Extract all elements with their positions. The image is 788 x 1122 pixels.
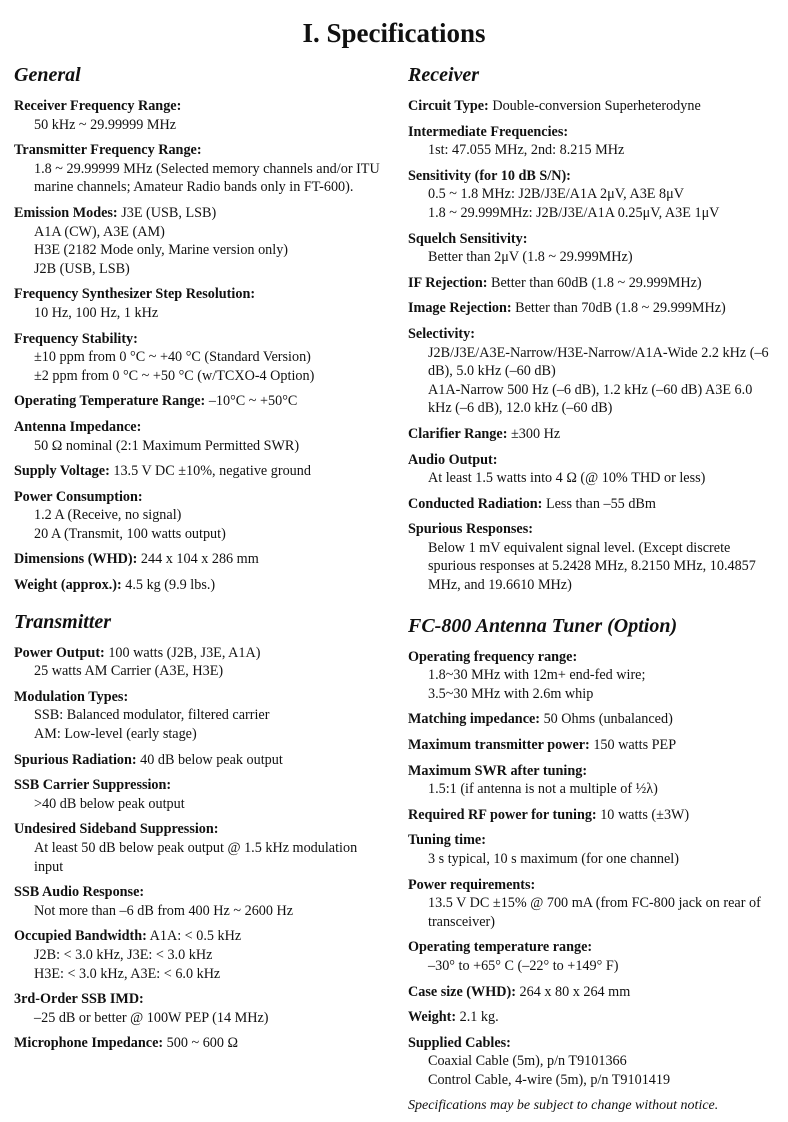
spec-detail-line: 20 A (Transmit, 100 watts output): [34, 525, 226, 542]
spec-first-line: [408, 648, 776, 667]
spec-detail-line: J2B/J3E/A3E-Narrow/H3E-Narrow/A1A-Wide 2.2 kHz (–6 dB), 5.0 kHz (–60 dB): [428, 344, 769, 380]
spec-first-line: [408, 806, 776, 825]
spec-first-line: [14, 392, 386, 411]
spec-value: Better than 60dB (1.8 ~ 29.999MHz): [491, 274, 702, 291]
spec-detail-line: At least 50 dB below peak output @ 1.5 kHz modulation input: [34, 840, 358, 875]
spec-detail-line: A1A (CW), A3E (AM): [34, 223, 165, 240]
spec-detail-line: 0.5 ~ 1.8 MHz: J2B/J3E/A1A 2μV, A3E 8μV: [428, 186, 684, 203]
spec-item: [408, 167, 776, 223]
spec-item: [408, 1008, 776, 1027]
spec-value: 264 x 80 x 264 mm: [519, 983, 631, 1000]
spec-first-line: [14, 776, 386, 795]
spec-first-line: [408, 167, 776, 186]
spec-item: [14, 576, 386, 595]
spec-label: Conducted Radiation:: [408, 495, 543, 512]
spec-item: [408, 736, 776, 755]
spec-label: Operating temperature range:: [408, 939, 593, 956]
spec-first-line: [14, 97, 386, 116]
spec-detail-line: 1.5:1 (if antenna is not a multiple of ½λ): [428, 781, 658, 798]
spec-item: [14, 688, 386, 744]
spec-item: [14, 644, 386, 681]
spec-value: J3E (USB, LSB): [121, 204, 217, 221]
spec-first-line: [14, 204, 386, 223]
transmitter-heading: Transmitter: [14, 610, 112, 633]
spec-label: Audio Output:: [408, 451, 498, 468]
spec-value: Double-conversion Superheterodyne: [492, 98, 701, 114]
spec-detail-line: 1.8 ~ 29.99999 MHz (Selected memory channels and/or ITU marine channels; Amateur Radio bands only in FT-600).: [34, 160, 380, 196]
spec-item: [408, 299, 776, 318]
spec-value: 150 watts PEP: [593, 737, 677, 754]
spec-label: Image Rejection:: [408, 300, 512, 317]
spec-detail-line: A1A-Narrow 500 Hz (–6 dB), 1.2 kHz (–60 dB) A3E 6.0 kHz (–6 dB), 12.0 kHz (–60 dB): [428, 381, 753, 417]
spec-first-line: [14, 330, 386, 349]
receiver-heading: Receiver: [408, 64, 480, 86]
spec-value: 4.5 kg (9.9 lbs.): [125, 577, 216, 594]
spec-detail-line: –25 dB or better @ 100W PEP (14 MHz): [34, 1009, 269, 1026]
spec-detail-line: AM: Low-level (early stage): [34, 726, 197, 743]
spec-detail-line: SSB: Balanced modulator, filtered carrier: [34, 707, 270, 724]
spec-first-line: [14, 576, 386, 595]
spec-item: [408, 325, 776, 418]
spec-first-line: [14, 644, 386, 663]
spec-label: Supplied Cables:: [408, 1034, 511, 1051]
spec-first-line: [408, 230, 776, 249]
spec-label: Occupied Bandwidth:: [14, 928, 147, 945]
spec-item: [14, 488, 386, 544]
spec-value: 13.5 V DC ±10%, negative ground: [113, 463, 311, 480]
spec-value: 100 watts (J2B, J3E, A1A): [108, 644, 261, 661]
general-heading: General: [14, 64, 81, 86]
spec-first-line: [408, 938, 776, 957]
spec-label: Selectivity:: [408, 325, 475, 342]
spec-detail-line: Control Cable, 4-wire (5m), p/n T9101419: [428, 1071, 671, 1088]
spec-value: 40 dB below peak output: [140, 751, 283, 768]
spec-detail-line: 1.2 A (Receive, no signal): [34, 507, 182, 524]
receiver-section: [408, 62, 776, 595]
spec-first-line: [14, 488, 386, 507]
spec-label: Transmitter Frequency Range:: [14, 142, 202, 159]
spec-label: Sensitivity (for 10 dB S/N):: [408, 167, 571, 184]
general-section: [14, 62, 386, 595]
spec-label: Spurious Radiation:: [14, 751, 137, 768]
spec-first-line: [408, 274, 776, 293]
spec-detail-line: At least 1.5 watts into 4 Ω (@ 10% THD or less): [428, 470, 706, 487]
spec-label: Operating Temperature Range:: [14, 393, 206, 410]
spec-first-line: [14, 1034, 386, 1053]
spec-label: Weight (approx.):: [14, 577, 122, 594]
spec-label: Frequency Stability:: [14, 330, 138, 347]
spec-detail-line: H3E: < 3.0 kHz, A3E: < 6.0 kHz: [34, 965, 221, 982]
spec-detail-line: J2B (USB, LSB): [34, 260, 130, 277]
spec-item: [14, 330, 386, 386]
spec-label: SSB Audio Response:: [14, 884, 145, 901]
spec-detail-line: Coaxial Cable (5m), p/n T9101366: [428, 1053, 627, 1070]
tuner-heading: FC-800 Antenna Tuner (Option): [408, 614, 678, 637]
spec-first-line: [408, 123, 776, 142]
spec-label: Required RF power for tuning:: [408, 806, 597, 823]
spec-label: Receiver Frequency Range:: [14, 98, 182, 114]
spec-label: Weight:: [408, 1009, 457, 1026]
spec-first-line: [14, 550, 386, 569]
spec-label: Dimensions (WHD):: [14, 551, 138, 568]
spec-detail-line: ±10 ppm from 0 °C ~ +40 °C (Standard Version): [34, 349, 311, 366]
spec-first-line: [408, 710, 776, 729]
spec-detail-line: Below 1 mV equivalent signal level. (Except discrete spurious responses at 5.2428 MHz, 8.2150 MHz, 10.4857 MHz, and 19.6610 MHz): [428, 539, 756, 594]
spec-item: [408, 710, 776, 729]
spec-label: Circuit Type:: [408, 98, 489, 114]
spec-value: A1A: < 0.5 kHz: [149, 928, 242, 945]
spec-first-line: [408, 299, 776, 318]
spec-label: Spurious Responses:: [408, 521, 533, 538]
spec-detail-line: >40 dB below peak output: [34, 795, 185, 812]
spec-item: [14, 141, 386, 197]
spec-value: 500 ~ 600 Ω: [166, 1035, 239, 1052]
spec-item: [408, 425, 776, 444]
spec-item: [14, 285, 386, 322]
spec-detail-line: J2B: < 3.0 kHz, J3E: < 3.0 kHz: [34, 946, 213, 963]
spec-label: Supply Voltage:: [14, 463, 110, 480]
spec-detail-line: 50 kHz ~ 29.99999 MHz: [34, 116, 177, 133]
spec-item: [408, 831, 776, 868]
spec-item: [408, 876, 776, 932]
tuner-section: [408, 613, 776, 1090]
spec-label: Power Output:: [14, 644, 105, 661]
spec-item: [408, 806, 776, 825]
spec-first-line: [14, 927, 386, 946]
spec-value: 244 x 104 x 286 mm: [140, 551, 259, 568]
spec-first-line: [14, 751, 386, 770]
spec-label: Squelch Sensitivity:: [408, 230, 528, 247]
spec-label: Microphone Impedance:: [14, 1035, 164, 1052]
spec-label: Intermediate Frequencies:: [408, 123, 569, 140]
spec-first-line: [408, 1034, 776, 1053]
spec-first-line: [408, 736, 776, 755]
spec-item: [14, 883, 386, 920]
spec-item: [14, 462, 386, 481]
spec-first-line: [408, 1008, 776, 1027]
spec-label: Frequency Synthesizer Step Resolution:: [14, 286, 256, 303]
spec-value: 50 Ohms (unbalanced): [543, 711, 673, 728]
spec-first-line: [408, 876, 776, 895]
spec-label: Undesired Sideband Suppression:: [14, 821, 219, 838]
spec-item: [408, 983, 776, 1002]
spec-label: Antenna Impedance:: [14, 418, 142, 435]
spec-item: [14, 550, 386, 569]
spec-label: Emission Modes:: [14, 204, 118, 221]
spec-value: 2.1 kg.: [459, 1009, 499, 1026]
spec-item: [408, 495, 776, 514]
spec-item: [408, 123, 776, 160]
spec-detail-line: 10 Hz, 100 Hz, 1 kHz: [34, 304, 159, 321]
transmitter-section: [14, 609, 386, 1053]
spec-first-line: [408, 451, 776, 470]
spec-first-line: [14, 418, 386, 437]
left-column: [14, 62, 386, 1060]
spec-first-line: [14, 462, 386, 481]
spec-value: –10°C ~ +50°C: [208, 393, 298, 410]
spec-detail-line: 3.5~30 MHz with 2.6m whip: [428, 685, 594, 702]
spec-first-line: [408, 983, 776, 1002]
spec-first-line: [408, 495, 776, 514]
spec-detail-line: 1.8~30 MHz with 12m+ end-fed wire;: [428, 667, 646, 684]
spec-label: Tuning time:: [408, 832, 486, 849]
spec-item: [408, 1034, 776, 1090]
spec-item: [408, 938, 776, 975]
page-title: I. Specifications: [302, 18, 486, 48]
spec-value: Less than –55 dBm: [545, 495, 656, 512]
spec-detail-line: –30° to +65° C (–22° to +149° F): [428, 957, 619, 974]
spec-label: Power Consumption:: [14, 488, 143, 505]
spec-label: Modulation Types:: [14, 688, 129, 705]
spec-first-line: [408, 425, 776, 444]
spec-label: Maximum SWR after tuning:: [408, 762, 588, 779]
spec-detail-line: 25 watts AM Carrier (A3E, H3E): [34, 663, 224, 680]
spec-item: [14, 204, 386, 278]
spec-item: [14, 392, 386, 411]
spec-detail-line: 1.8 ~ 29.999MHz: J2B/J3E/A1A 0.25μV, A3E 1μV: [428, 204, 720, 221]
spec-detail-line: Better than 2μV (1.8 ~ 29.999MHz): [428, 249, 633, 266]
spec-item: [408, 520, 776, 594]
spec-first-line: [14, 141, 386, 160]
spec-item: [14, 776, 386, 813]
spec-value: ±300 Hz: [510, 425, 561, 442]
spec-detail-line: 1st: 47.055 MHz, 2nd: 8.215 MHz: [428, 142, 625, 159]
spec-item: [408, 230, 776, 267]
spec-label: Case size (WHD):: [408, 983, 516, 1000]
spec-detail-line: 3 s typical, 10 s maximum (for one channel): [428, 851, 679, 867]
spec-item: [408, 97, 776, 116]
spec-value: 10 watts (±3W): [600, 806, 690, 823]
spec-item: [408, 274, 776, 293]
spec-item: [14, 97, 386, 134]
spec-first-line: [14, 883, 386, 902]
spec-detail-line: H3E (2182 Mode only, Marine version only): [34, 242, 289, 259]
spec-first-line: [408, 762, 776, 781]
spec-label: Clarifier Range:: [408, 425, 508, 442]
spec-first-line: [14, 990, 386, 1009]
spec-detail-line: Not more than –6 dB from 400 Hz ~ 2600 Hz: [34, 902, 294, 919]
spec-item: [14, 820, 386, 876]
spec-detail-line: 50 Ω nominal (2:1 Maximum Permitted SWR): [34, 437, 300, 454]
spec-first-line: [408, 97, 776, 116]
spec-item: [408, 451, 776, 488]
spec-item: [408, 648, 776, 704]
spec-label: IF Rejection:: [408, 274, 488, 291]
spec-label: Power requirements:: [408, 876, 536, 893]
spec-detail-line: ±2 ppm from 0 °C ~ +50 °C (w/TCXO-4 Option): [34, 367, 315, 384]
spec-first-line: [14, 285, 386, 304]
spec-first-line: [14, 688, 386, 707]
spec-item: [14, 751, 386, 770]
footnote: Specifications may be subject to change without notice.: [408, 1097, 719, 1113]
spec-first-line: [408, 831, 776, 850]
spec-label: SSB Carrier Suppression:: [14, 777, 172, 794]
right-column: [408, 62, 776, 1115]
spec-detail-line: 13.5 V DC ±15% @ 700 mA (from FC-800 jack on rear of transceiver): [428, 895, 761, 930]
spec-value: Better than 70dB (1.8 ~ 29.999MHz): [515, 300, 726, 317]
spec-item: [408, 762, 776, 799]
spec-first-line: [408, 325, 776, 344]
spec-label: Matching impedance:: [408, 711, 541, 728]
spec-label: Operating frequency range:: [408, 648, 578, 665]
spec-label: Maximum transmitter power:: [408, 737, 590, 754]
spec-first-line: [14, 820, 386, 839]
spec-item: [14, 927, 386, 983]
spec-first-line: [408, 520, 776, 539]
spec-item: [14, 990, 386, 1027]
spec-item: [14, 1034, 386, 1053]
spec-item: [14, 418, 386, 455]
spec-label: 3rd-Order SSB IMD:: [14, 991, 144, 1008]
